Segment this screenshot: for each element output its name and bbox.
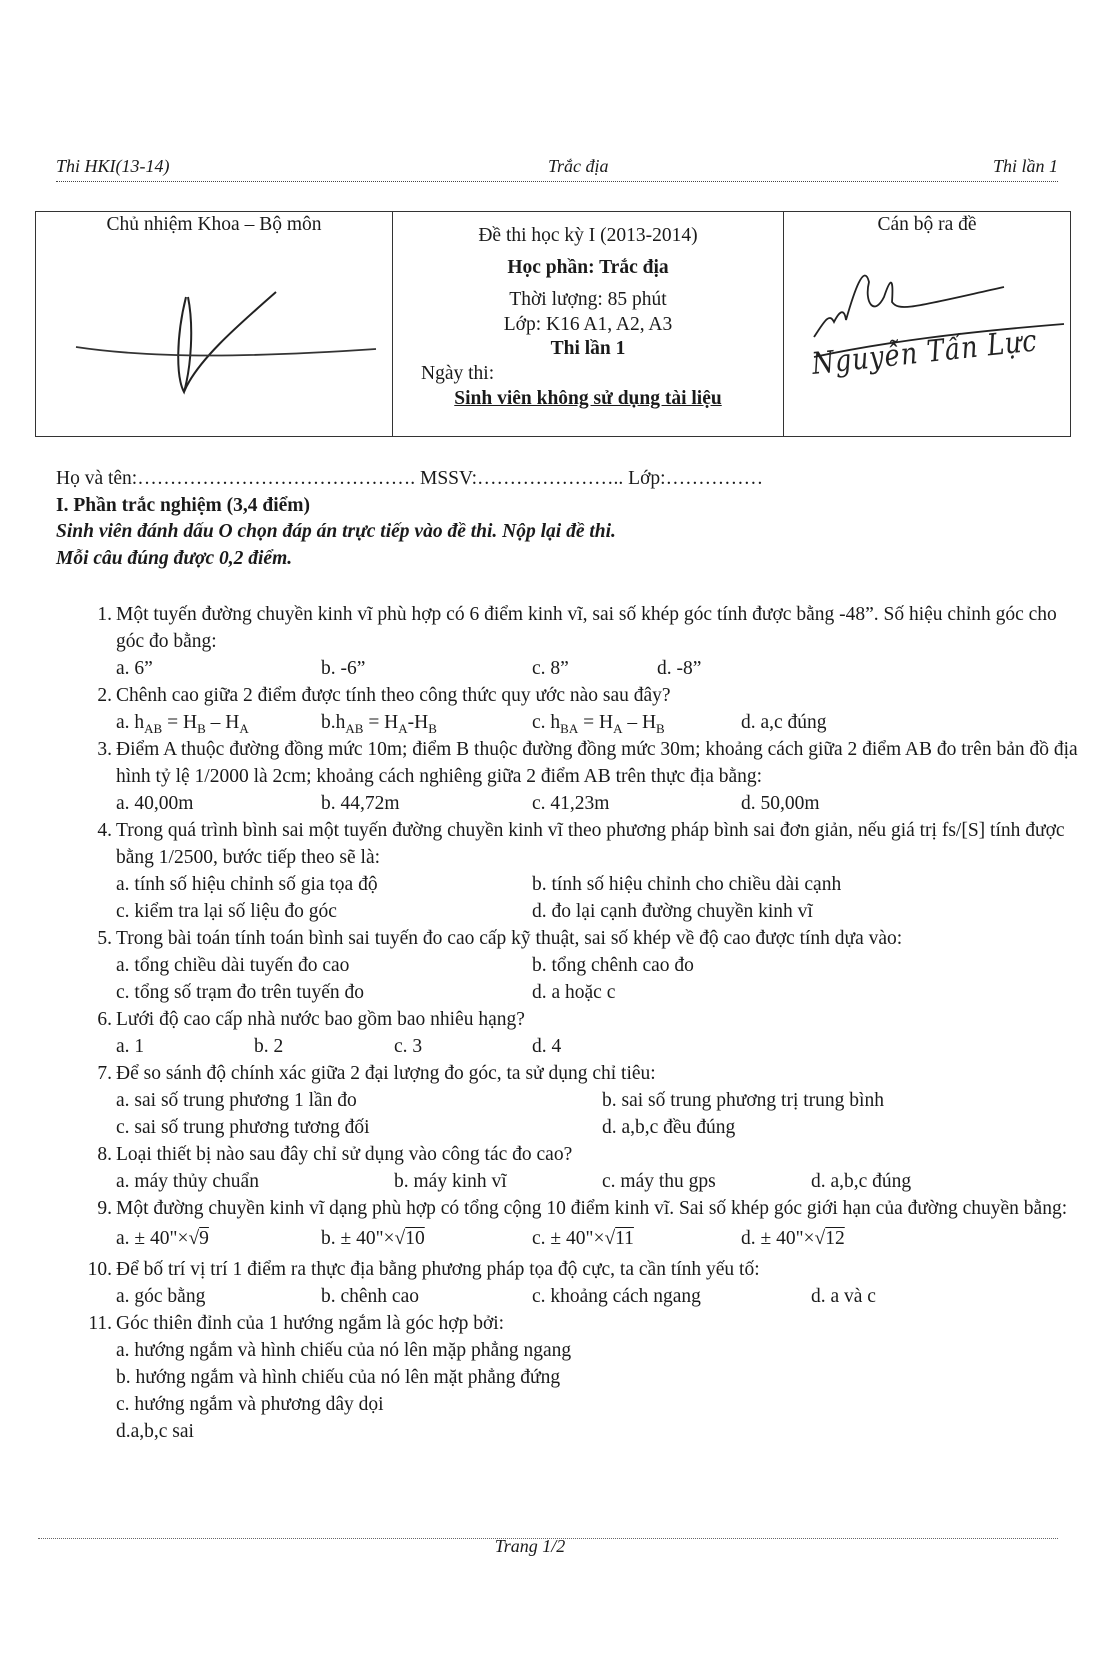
option-a[interactable]: a. 40,00m	[116, 793, 194, 814]
option-c[interactable]: c. 3	[394, 1036, 423, 1057]
option-b[interactable]: b. chênh cao	[321, 1286, 419, 1307]
option-d[interactable]: d.a,b,c sai	[116, 1421, 194, 1442]
dean-cell	[36, 212, 393, 437]
option-a[interactable]: a. sai số trung phương 1 lần đo	[116, 1090, 357, 1111]
author-signature-name: Nguyễn Tấn Lực	[810, 323, 1039, 382]
question-text: Một tuyến đường chuyền kinh vĩ phù hợp có 6 điểm kinh vĩ, sai số khép góc tính được bằng -48”. Số hiệu chỉnh góc cho góc đo bằng:	[116, 604, 1057, 652]
option-a[interactable]: a. tổng chiều dài tuyến đo cao	[116, 955, 350, 976]
dean-signature-icon	[36, 247, 392, 427]
section-instruction-2: Mỗi câu đúng được 0,2 điểm.	[56, 547, 293, 569]
question-text: Lưới độ cao cấp nhà nước bao gồm bao nhiêu hạng?	[116, 1009, 525, 1030]
question-number: 11.	[88, 1313, 112, 1334]
option-a[interactable]: a. hướng ngắm và hình chiếu của nó lên mặp phẳng ngang	[116, 1340, 572, 1361]
question-text: Một đường chuyền kinh vĩ dạng phù hợp có tổng cộng 10 điểm kinh vĩ. Sai số khép góc giới hạn của đường chuyền bằng:	[116, 1198, 1068, 1219]
exam-date: Ngày thi:	[421, 363, 495, 384]
header-center: Trắc địa	[548, 156, 609, 176]
option-d[interactable]: d. a,b,c đều đúng	[602, 1117, 736, 1138]
question-6	[80, 1006, 1080, 1060]
option-a[interactable]: a. 1	[116, 1036, 145, 1057]
question-text: Chênh cao giữa 2 điểm được tính theo công thức quy ước nào sau đây?	[116, 685, 671, 706]
option-a[interactable]: a. máy thủy chuẩn	[116, 1171, 259, 1192]
author-title: Cán bộ ra đề	[877, 214, 977, 235]
header-left: Thi HKI(13-14)	[56, 156, 170, 176]
question-number: 4.	[97, 820, 112, 841]
exam-info-box	[35, 211, 1071, 437]
option-a[interactable]: a. góc bằng	[116, 1286, 206, 1307]
author-cell	[784, 212, 1071, 437]
header-right: Thi lần 1	[992, 156, 1058, 176]
question-text: Trong quá trình bình sai một tuyến đường chuyền kinh vĩ theo phương pháp bình sai đơn giản, nếu giá trị fs/[S] tính được bằng 1/2500, bước tiếp theo sẽ là:	[116, 820, 1065, 868]
option-b[interactable]: b. tính số hiệu chỉnh cho chiều dài cạnh	[532, 874, 842, 895]
header-divider	[56, 181, 1058, 182]
option-c[interactable]: c. khoảng cách ngang	[532, 1286, 701, 1307]
exam-class: Lớp: K16 A1, A2, A3	[503, 314, 673, 335]
option-a[interactable]: a. 6”	[116, 658, 153, 679]
option-b[interactable]: b. -6”	[321, 658, 366, 679]
student-info	[56, 466, 763, 572]
question-number: 2.	[97, 685, 112, 706]
question-11	[80, 1310, 1080, 1445]
exam-center-cell	[393, 212, 784, 437]
option-c[interactable]: c. $h_{BA} = H_A - H_B$	[532, 712, 665, 736]
question-list	[80, 601, 1080, 1445]
option-b[interactable]: b. tổng chênh cao đo	[532, 955, 694, 976]
option-c[interactable]: c. ± 40"×√11	[532, 1228, 634, 1249]
question-9	[80, 1195, 1080, 1256]
option-b[interactable]: b. ± 40"×√10	[321, 1228, 425, 1249]
page-number: Trang 1/2	[494, 1536, 566, 1556]
option-b[interactable]: b. 2	[254, 1036, 284, 1057]
student-fields-line: Họ và tên:……………………………………. MSSV:………………….. Lớp:……………	[56, 468, 764, 489]
question-number: 3.	[97, 739, 112, 760]
question-number: 5.	[97, 928, 112, 949]
option-d[interactable]: d. đo lại cạnh đường chuyền kinh vĩ	[532, 901, 813, 922]
question-text: Loại thiết bị nào sau đây chỉ sử dụng vào công tác đo cao?	[116, 1144, 573, 1165]
option-a[interactable]: a. $h_{AB} = H_B - H_A$	[116, 712, 249, 736]
question-3	[80, 736, 1080, 817]
option-d[interactable]: d. a,c đúng	[741, 712, 827, 733]
section-instruction-1: Sinh viên đánh dấu O chọn đáp án trực tiếp vào đề thi. Nộp lại đề thi.	[56, 521, 616, 542]
question-number: 8.	[97, 1144, 112, 1165]
question-number: 10.	[87, 1259, 112, 1280]
option-c[interactable]: c. 8”	[532, 658, 569, 679]
question-text: Để so sánh độ chính xác giữa 2 đại lượng đo góc, ta sử dụng chỉ tiêu:	[116, 1063, 656, 1084]
option-c[interactable]: c. kiểm tra lại số liệu đo góc	[116, 901, 337, 922]
question-5	[80, 925, 1080, 1006]
option-d[interactable]: d. -8”	[657, 658, 702, 679]
option-c[interactable]: c. hướng ngắm và phương dây dọi	[116, 1394, 384, 1415]
option-b[interactable]: b. sai số trung phương trị trung bình	[602, 1090, 884, 1111]
question-text: Trong bài toán tính toán bình sai tuyến đo cao cấp kỹ thuật, sai số khép về độ cao được tính dựa vào:	[116, 928, 903, 949]
option-b[interactable]: b. 44,72m	[321, 793, 400, 814]
option-d[interactable]: d. 4	[532, 1036, 562, 1057]
option-c[interactable]: c. tổng số trạm đo trên tuyến đo	[116, 982, 365, 1003]
question-2	[80, 682, 1080, 736]
option-c[interactable]: c. sai số trung phương tương đối	[116, 1117, 370, 1138]
option-b[interactable]: $b.h_{AB} = H_A-H_B$	[321, 712, 437, 736]
question-1	[80, 601, 1080, 682]
exam-term: Đề thi học kỳ I (2013-2014)	[478, 225, 698, 246]
option-c[interactable]: c. máy thu gps	[602, 1171, 716, 1192]
option-d[interactable]: d. a và c	[811, 1286, 876, 1307]
question-text: Để bố trí vị trí 1 điểm ra thực địa bằng phương pháp tọa độ cực, ta cần tính yếu tố:	[116, 1259, 760, 1280]
exam-note: Sinh viên không sử dụng tài liệu	[454, 388, 722, 409]
option-a[interactable]: a. ± 40"×√9	[116, 1228, 209, 1249]
question-text: Điểm A thuộc đường đồng mức 10m; điểm B thuộc đường đồng mức 30m; khoảng cách giữa 2 điểm AB đo trên bản đồ địa hình tỷ lệ 1/2000 là 2cm; khoảng cách nghiêng giữa 2 điểm AB trên thực địa bằng:	[116, 739, 1078, 787]
question-4	[80, 817, 1080, 925]
question-number: 9.	[97, 1198, 112, 1219]
question-number: 7.	[97, 1063, 112, 1084]
exam-duration: Thời lượng: 85 phút	[509, 289, 667, 310]
option-c[interactable]: c. 41,23m	[532, 793, 610, 814]
exam-attempt: Thi lần 1	[550, 338, 626, 359]
option-a[interactable]: a. tính số hiệu chỉnh số gia tọa độ	[116, 874, 378, 895]
option-b[interactable]: b. máy kinh vĩ	[394, 1171, 507, 1192]
option-d[interactable]: d. 50,00m	[741, 793, 820, 814]
question-8	[80, 1141, 1080, 1195]
option-d[interactable]: d. ± 40"×√12	[741, 1228, 845, 1249]
dean-title: Chủ nhiệm Khoa – Bộ môn	[106, 214, 322, 235]
option-b[interactable]: b. hướng ngắm và hình chiếu của nó lên mặt phẳng đứng	[116, 1367, 561, 1388]
question-text: Góc thiên đỉnh của 1 hướng ngắm là góc hợp bởi:	[116, 1313, 505, 1334]
section-title: I. Phần trắc nghiệm (3,4 điểm)	[56, 494, 311, 516]
question-number: 1.	[97, 604, 112, 625]
exam-course: Học phần: Trắc địa	[507, 257, 669, 278]
question-7	[80, 1060, 1080, 1141]
option-d[interactable]: d. a,b,c đúng	[811, 1171, 912, 1192]
question-number: 6.	[97, 1009, 112, 1030]
option-d[interactable]: d. a hoặc c	[532, 982, 616, 1003]
question-10	[80, 1256, 1080, 1310]
